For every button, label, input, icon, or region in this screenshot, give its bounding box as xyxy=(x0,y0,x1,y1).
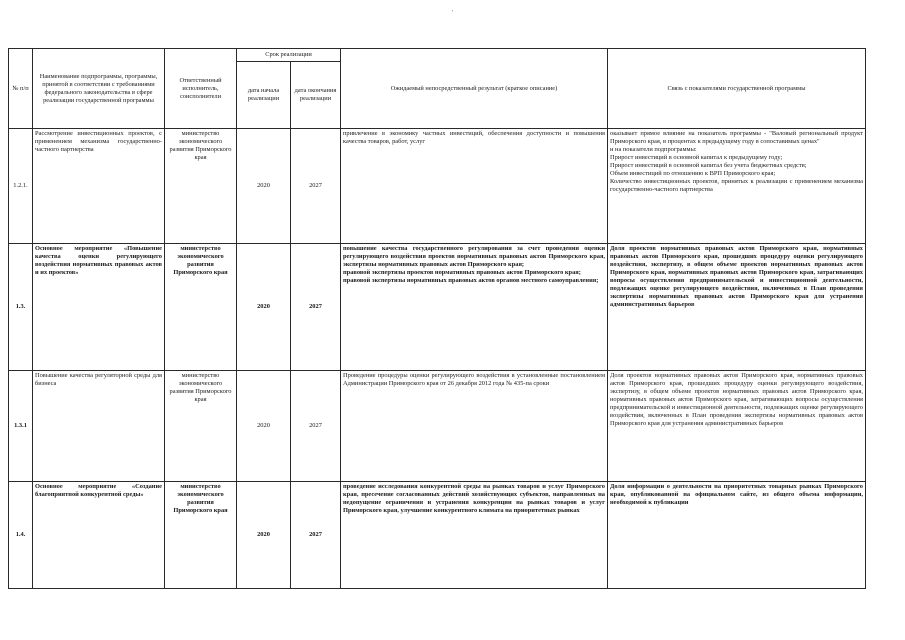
row-end: 2027 xyxy=(291,482,341,589)
row-link xyxy=(608,244,866,371)
row-result: Проведение процедуры оценки регулирующего воздействия в установленные постановлением Администрации Приморского края от 26 декабря 2012 года № 435-па сроки xyxy=(341,371,608,482)
row-name: Основное мероприятие «Создание благоприятной конкурентной среды» xyxy=(33,482,165,589)
row-link xyxy=(608,482,866,589)
header-name: Наименование подпрограммы, программы, принятой в соответствии с требованиями федерального законодательства в сфере реализации государственной программы xyxy=(33,49,165,129)
result-line: правовой экспертизы проектов нормативных правовых актов Приморского края; xyxy=(343,269,581,276)
table-row xyxy=(9,482,866,589)
link-line: Доля проектов нормативных правовых актов Приморского края, нормативных правовых актов Приморского края, прошедших процедуру оценки регулирующего воздействия, экспертизу, в общем объеме проектов нормативных правовых актов Приморского края, нормативных правовых актов Приморского края, затрагивающих вопросы осуществления предпринимательской и инвестиционной деятельности, подлежащих оценке регулирующего воздействия, включенных в План проведения экспертизы нормативных правовых актов Приморского края для устранения административных барьеров xyxy=(610,372,863,427)
row-num: 1.4. xyxy=(9,482,33,589)
result-line: правовой экспертизы нормативных правовых актов органов местного самоуправления; xyxy=(343,277,599,284)
header-period: Срок реализации xyxy=(237,49,341,62)
row-responsible: министерство экономического развития Приморского края xyxy=(165,482,237,589)
row-name: Основное мероприятие «Повышение качества оценки регулирующего воздействия нормативных правовых актов и их проектов» xyxy=(33,244,165,371)
header-result: Ожидаемый непосредственный результат (краткое описание) xyxy=(341,49,608,129)
header-num: № п/п xyxy=(9,49,33,129)
row-start: 2020 xyxy=(237,244,291,371)
link-line: оказывает прямое влияние на показатель программы - "Валовый региональный продукт Приморского края, в процентах к предыдущему году в сопоставимых ценах" xyxy=(610,130,863,145)
link-line: Количество инвестиционных проектов, принятых к реализации с применением механизма государственно-частного партнерства xyxy=(610,178,863,193)
link-line: Прирост инвестиций в основной капитал к предыдущему году; xyxy=(610,154,783,161)
header-responsible: Ответственный исполнитель, соисполнители xyxy=(165,49,237,129)
row-start: 2020 xyxy=(237,482,291,589)
row-name: Рассмотрение инвестиционных проектов, с применением механизма государственно-частного партнерства xyxy=(33,129,165,244)
row-num: 1.3. xyxy=(9,244,33,371)
row-result xyxy=(341,244,608,371)
row-num: 1.3.1 xyxy=(9,371,33,482)
table-row xyxy=(9,371,866,482)
row-responsible: министерство экономического развития Приморского края xyxy=(165,371,237,482)
header-start: дата начала реализации xyxy=(237,62,291,129)
row-end: 2027 xyxy=(291,244,341,371)
row-responsible: министерство экономического развития Приморского края xyxy=(165,129,237,244)
row-link xyxy=(608,371,866,482)
row-name: Повышение качества регуляторной среды для бизнеса xyxy=(33,371,165,482)
table-row xyxy=(9,244,866,371)
row-start: 2020 xyxy=(237,129,291,244)
link-line: Прирост инвестиций в основной капитал без учета бюджетных средств; xyxy=(610,162,807,169)
header-end: дата окончания реализации xyxy=(291,62,341,129)
row-link xyxy=(608,129,866,244)
link-line: Объем инвестиций по отношению к ВРП Приморского края; xyxy=(610,170,776,177)
page-mark: ' xyxy=(452,10,454,16)
link-line: Доля проектов нормативных правовых актов Приморского края, нормативных правовых актов Приморского края, прошедших процедуру оценки регулирующего воздействия, экспертизу, в общем объеме проектов нормативных правовых актов Приморского края, нормативных правовых актов Приморского края, затрагивающих вопросы осуществления предпринимательской и инвестиционной деятельности, подлежащих оценке регулирующего воздействия, включенных в План проведения экспертизы нормативных правовых актов Приморского края для устранения административных барьеров xyxy=(610,245,863,308)
row-result: проведение исследования конкурентной среды на рынках товаров и услуг Приморского края, пресечение согласованных действий хозяйствующих субъектов, направленных на недопущение ограничения и устранения конкуренции на рынках товаров и услуг Приморского края, улучшение конкурентного климата на приоритетных рынках xyxy=(341,482,608,589)
row-end: 2027 xyxy=(291,371,341,482)
link-line: Доля информации о деятельности на приоритетных товарных рынках Приморского края, опубликованной на официальном сайте, из общего объема информации, необходимой к публикации xyxy=(610,483,863,506)
row-responsible: министерство экономического развития Приморского края xyxy=(165,244,237,371)
row-end: 2027 xyxy=(291,129,341,244)
row-num: 1.2.1. xyxy=(9,129,33,244)
row-result: привлечение в экономику частных инвестиций, обеспечения доступности и повышения качества товаров, работ, услуг xyxy=(341,129,608,244)
table-row xyxy=(9,129,866,244)
row-start: 2020 xyxy=(237,371,291,482)
result-line: повышение качества государственного регулирования за счет проведения оценки регулирующего воздействия проектов нормативных правовых актов Приморского края, экспертизы нормативных правовых актов Приморского края; xyxy=(343,245,605,268)
program-table xyxy=(8,48,866,589)
link-line: и на показатели подпрограммы: xyxy=(610,146,697,153)
header-link: Связь с показателями государственной программы xyxy=(608,49,866,129)
